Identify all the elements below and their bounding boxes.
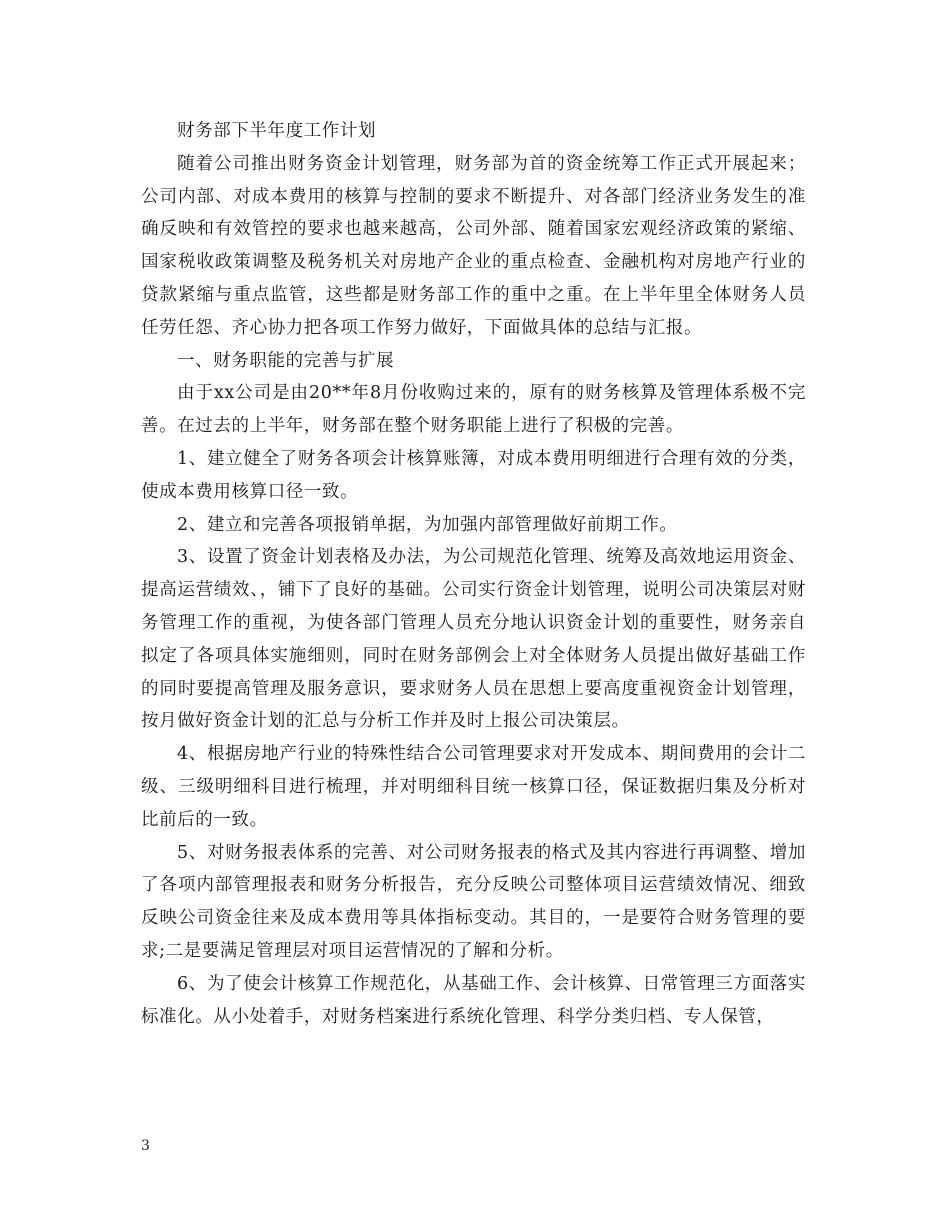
paragraph-section-intro: 由于xx公司是由20**年8月份收购过来的，原有的财务核算及管理体系极不完善。在过去的上半年，财务部在整个财务职能上进行了积极的完善。: [141, 383, 806, 437]
list-item-2: 2、建立和完善各项报销单据，为加强内部管理做好前期工作。: [177, 514, 678, 535]
list-item-3: 3、设置了资金计划表格及办法，为公司规范化管理、统筹及高效地运用资金、提高运营绩效、，铺下了良好的基础。公司实行资金计划管理，说明公司决策层对财务管理工作的重视，为使各部门管理人员充分地认识资金计划的重要性，财务亲自拟定了各项具体实施细则，同时在财务部例会上对全体财务人员提出做好基础工作的同时要提高管理及服务意识，要求财务人员在思想上要高度重视资金计划管理，按月做好资金计划的汇总与分析工作并及时上报公司决策层。: [141, 547, 806, 732]
list-item-4: 4、根据房地产行业的特殊性结合公司管理要求对开发成本、期间费用的会计二级、三级明细科目进行梳理，并对明细科目统一核算口径，保证数据归集及分析对比前后的一致。: [141, 744, 806, 830]
list-item-6: 6、为了使会计核算工作规范化，从基础工作、会计核算、日常管理三方面落实标准化。从小处着手，对财务档案进行系统化管理、科学分类归档、专人保管，: [141, 973, 806, 1027]
section-heading-1: 一、财务职能的完善与扩展: [177, 350, 395, 371]
paragraph-intro: 随着公司推出财务资金计划管理，财务部为首的资金统筹工作正式开展起来；公司内部、对成本费用的核算与控制的要求不断提升、对各部门经济业务发生的准确反映和有效管控的要求也越来越高，公司外部、随着国家宏观经济政策的紧缩、国家税收政策调整及税务机关对房地产企业的重点检查、金融机构对房地产行业的贷款紧缩与重点监管，这些都是财务部工作的重中之重。在上半年里全体财务人员任劳任怨、齐心协力把各项工作努力做好，下面做具体的总结与汇报。: [141, 153, 806, 338]
document-body: [141, 115, 806, 1033]
document-title: 财务部下半年度工作计划: [177, 121, 377, 141]
page-number: 3: [141, 1138, 150, 1154]
list-item-1: 1、建立健全了财务各项会计核算账簿，对成本费用明细进行合理有效的分类，使成本费用核算口径一致。: [141, 448, 806, 502]
list-item-5: 5、对财务报表体系的完善、对公司财务报表的格式及其内容进行再调整、增加了各项内部管理报表和财务分析报告，充分反映公司整体项目运营绩效情况、细致反映公司资金往来及成本费用等具体指标变动。其目的，一是要符合财务管理的要求;二是要满足管理层对项目运营情况的了解和分析。: [141, 842, 806, 961]
